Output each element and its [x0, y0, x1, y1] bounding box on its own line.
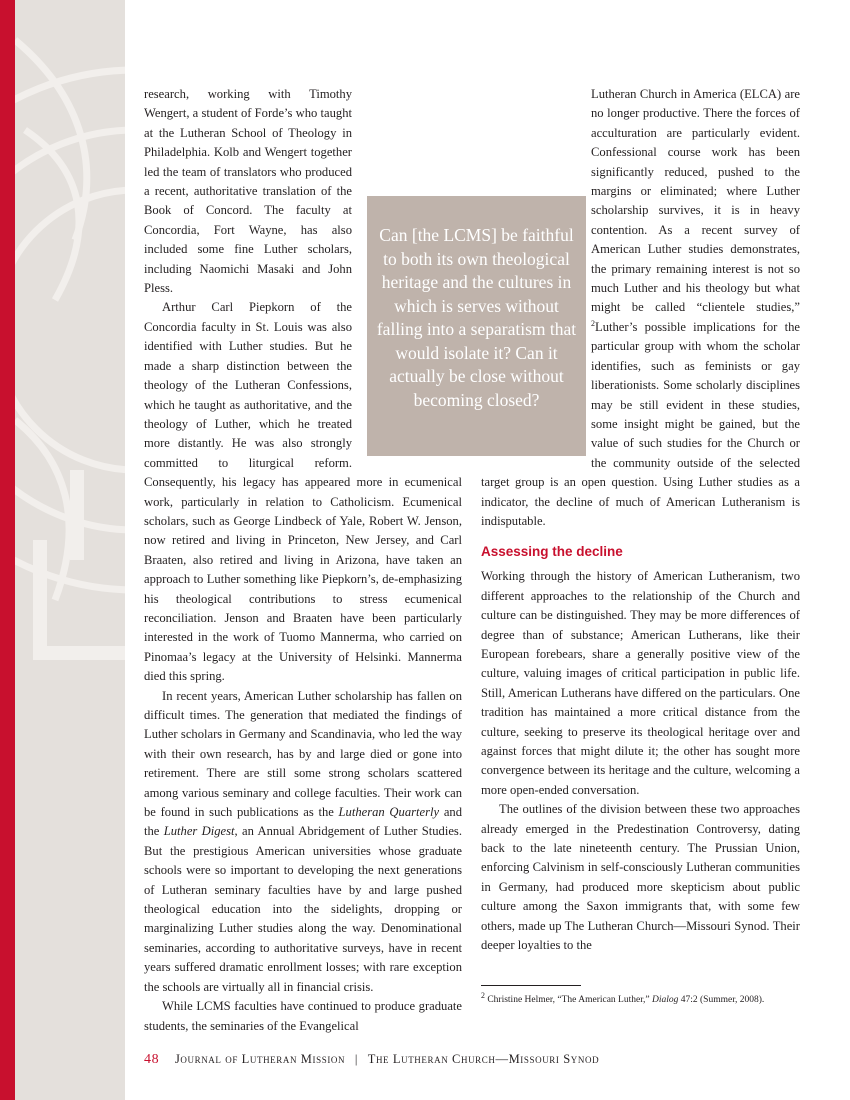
footnote-ref: 2	[591, 318, 595, 328]
text-run: The outlines of the division between these two approaches already emerged in the Predestination Controversy, dating back to the late nineteenth century. The Prussian Union, enforcing Calvinism in self-consciously Lutheran communities in Germany, had produced more skepticism about public culture among the Saxon immigrants that, with some few others, made up The Lutheran Church—Missouri Synod. Their deeper loyalties to the	[481, 802, 800, 953]
footnote	[481, 989, 799, 1008]
text-run: , an Annual Abridgement of Luther Studies. But the prestigious American universities whose graduate schools were so important to developing the next generations of Lutheran seminary faculties have by and large pushed theological education into the sidelights, dropping or marginalizing Luther studies along the way. Denominational seminaries, according to authoritative surveys, have in recent years suffered dramatic enrollment losses; with rare exception the schools are virtually all in financial crisis.	[144, 824, 462, 994]
footnote-rule	[481, 985, 581, 986]
text-run: Arthur Carl Piepkorn of the Concordia faculty in St. Louis was also identified with Luther studies. But he made a sharp distinction between the theology of the Lutheran Confessions, which he taught as authoritative, and the theology of Luther, which he treated more distantly. He was also strongly committed to liturgical reform. Consequently, his legacy has appeared more in ecumenical work, particularly in relation to Catholicism. Ecumenical scholars, such as George Lindbeck of Yale, Robert W. Jenson, now retired and living in Princeton, New Jersey, and Carl Braaten, also retired and living in Arizona, have taken an approach to Luther something like Piepkorn’s, de-emphasizing his theological contributions to stress ecumenical reconciliation. Jenson and Braaten have been particularly interested in the work of Tuomo Mannerma, who carried on Pinomaa’s legacy at the University of Helsinki. Mannerma died this spring.	[144, 300, 462, 684]
text-run: While LCMS faculties have continued to produce graduate students, the seminaries of the Evangelical	[144, 999, 462, 1033]
paragraph	[144, 997, 462, 1036]
text-run: Working through the history of American Lutheranism, two different approaches to the relationship of the Church and culture can be distinguished. They may be more differences of degree than of substance; American Lutherans, like their European forebears, share a generally positive view of the culture, valuing images of critical participation in public life. Still, American Lutherans have differed on the particulars. One tradition has maintained a more critical distance from the culture, seeking to preserve its theological heritage over and against forces that might dilute it; the other has sought more convergence between its heritage and the culture, welcoming a more open-ended conversation.	[481, 569, 800, 797]
footnote-journal: Dialog	[651, 995, 679, 1006]
journal-title: Journal of Lutheran Mission	[174, 1052, 346, 1066]
section-heading: Assessing the decline	[481, 544, 623, 560]
text-run: and the	[144, 805, 463, 839]
footer-separator: |	[354, 1052, 358, 1066]
sidebar-ornament	[15, 0, 125, 1100]
paragraph	[481, 567, 800, 800]
red-edge-bar	[0, 0, 15, 1100]
footnote-text: Christine Helmer, “The American Luther,”	[484, 995, 652, 1006]
page-number: 48	[144, 1052, 160, 1067]
footnote-text-end: 47:2 (Summer, 2008).	[678, 995, 765, 1006]
pull-quote	[367, 196, 586, 456]
text-run: research, working with Timothy Wengert, a student of Forde’s who taught at the Lutheran School of Theology in Philadelphia. Kolb and Wengert together led the team of translators who produced a recent, authoritative translation of the Book of Concord. The faculty at Concordia, Fort Wayne, has also included some fine Luther scholars, including Naomichi Masaki and John Pless.	[144, 87, 352, 296]
italic-title: Lutheran Quarterly	[338, 805, 440, 820]
decorative-sidebar	[15, 0, 125, 1100]
publisher-name: The Lutheran Church—Missouri Synod	[367, 1052, 600, 1066]
page-footer	[144, 1052, 599, 1068]
footnote-number: 2	[481, 991, 485, 1000]
italic-title: Luther Digest	[163, 824, 235, 839]
text-run: Luther’s possible implications for the particular group with whom the scholar identifies, such as feminists or gay liberationists. Some scholarly disciplines may be still evident in these studies, some insight might be gained, but the value of such studies for the Church or the community outside of the selected target group is an open question. Using Luther studies as a indicator, the decline of much of American Lutheranism is indisputable.	[481, 319, 800, 528]
paragraph	[481, 800, 800, 955]
text-run: In recent years, American Luther scholarship has fallen on difficult times. The generation that mediated the findings of Luther scholars in Germany and Scandinavia, who led the way with their own research, has by and large died or gone into retirement. There are still some strong scholars scattered among various seminary and college faculties. Their work can be found in such publications as the	[144, 688, 462, 820]
pull-quote-text: Can [the LCMS] be faithful to both its own theological heritage and the cultures in which is serves without falling into a separatism that would isolate it? Can it actually be close without becoming closed?	[376, 225, 577, 410]
text-run: Lutheran Church in America (ELCA) are no longer productive. There the forces of acculturation are particularly evident. Confessional course work has been significantly reduced, pushed to the margins or eliminated; where Luther scholarship survives, it is in heavy contention. As a recent survey of American Luther studies demonstrates, the primary remaining interest is not so much Luther and his theology but what might be called “clientele studies,”	[591, 87, 800, 315]
paragraph	[144, 687, 462, 998]
